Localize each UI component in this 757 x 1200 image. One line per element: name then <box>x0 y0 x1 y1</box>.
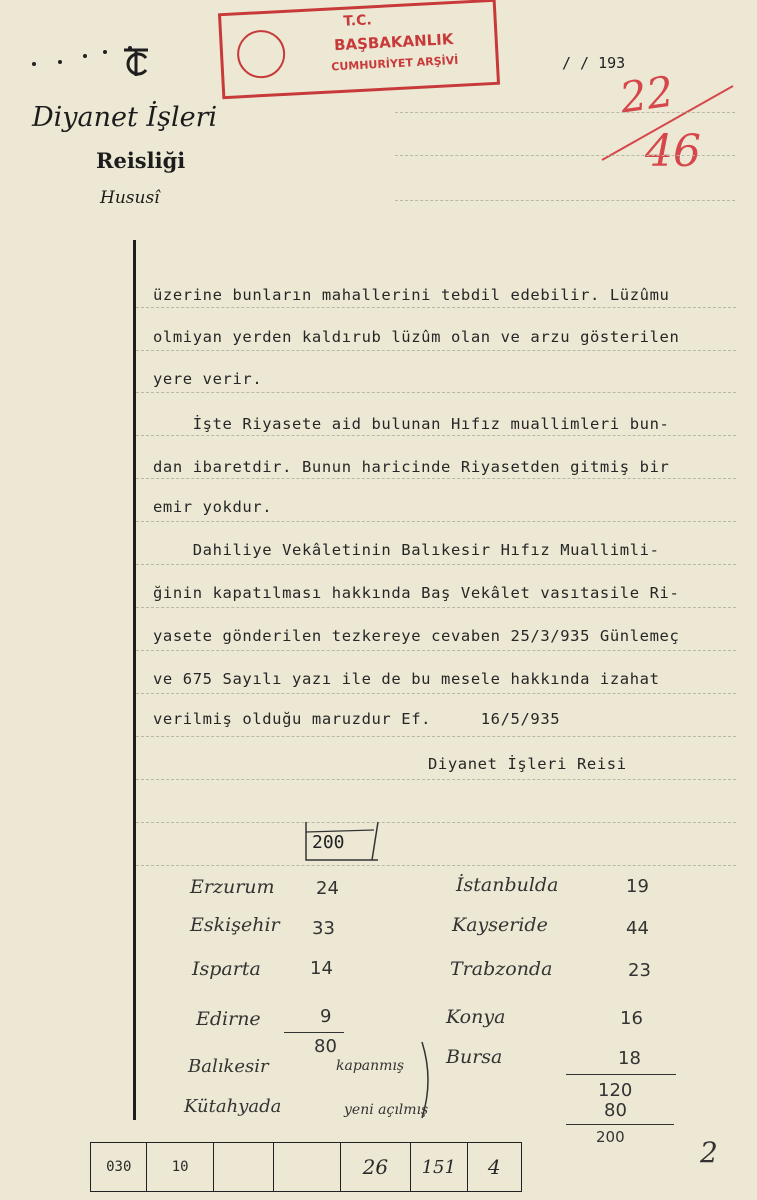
body-rule <box>136 650 736 651</box>
body-rule <box>136 736 736 737</box>
note-grand-total: 200 <box>596 1128 625 1146</box>
red-mark-bottom: 46 <box>645 126 701 177</box>
table-cell: 10 <box>147 1143 213 1191</box>
body-line: verilmiş olduğu maruzdur Ef. 16/5/935 <box>153 710 561 728</box>
body-line: İşte Riyasete aid bulunan Hıfız muallimleri bun- <box>153 415 670 433</box>
date-placeholder: / / 193 <box>562 54 626 72</box>
body-rule <box>136 521 736 522</box>
note-count: 23 <box>628 960 651 981</box>
note-kutahyada: Kütahyada <box>184 1096 282 1117</box>
body-rule <box>136 307 736 308</box>
body-line: emir yokdur. <box>153 498 273 516</box>
note-city: Trabzonda <box>450 958 553 980</box>
table-cell: 4 <box>487 1155 501 1179</box>
page-number: 2 <box>700 1136 718 1169</box>
red-mark-top: 22 <box>616 66 677 123</box>
body-rule <box>136 350 736 351</box>
note-city: Bursa <box>446 1046 503 1068</box>
stamp-line2: BAŞBAKANLIK <box>333 30 454 55</box>
note-city: Konya <box>446 1006 506 1028</box>
body-rule <box>136 779 736 780</box>
table-cell <box>274 1143 340 1191</box>
archive-reference-table <box>90 1142 522 1192</box>
note-balikesir: Balıkesir <box>188 1056 269 1077</box>
note-count: 19 <box>626 876 649 897</box>
stamp-line3: CUMHURİYET ARŞİVİ <box>331 53 459 74</box>
boxed-total <box>300 820 380 864</box>
note-count: 44 <box>626 918 649 939</box>
table-cell <box>214 1143 274 1191</box>
header-rule <box>395 112 735 113</box>
note-city: Kayseride <box>452 914 548 936</box>
note-count: 18 <box>618 1048 641 1069</box>
body-rule <box>136 478 736 479</box>
boxed-total-value: 200 <box>312 832 345 853</box>
org-name-line1: Diyanet İşleri <box>32 102 218 133</box>
body-line: üzerine bunların mahallerini tebdil edebilir. Lüzûmu <box>153 286 670 304</box>
note-count: 14 <box>310 958 333 979</box>
note-underline <box>284 1032 344 1033</box>
note-city: İstanbulda <box>456 874 559 896</box>
table-cell: 26 <box>341 1143 411 1191</box>
crescent-logo-icon <box>118 44 154 80</box>
note-count: 16 <box>620 1008 643 1029</box>
note-count: 33 <box>312 918 335 939</box>
body-line: Dahiliye Vekâletinin Balıkesir Hıfız Muallimli- <box>153 541 660 559</box>
org-name-line2: Reisliği <box>96 148 186 173</box>
body-line: ğinin kapatılması hakkında Baş Vekâlet vasıtasile Ri- <box>153 584 680 602</box>
stamp-line1: T.C. <box>342 12 373 30</box>
signature: Diyanet İşleri Reisi <box>428 755 627 773</box>
archive-stamp <box>218 0 500 99</box>
note-subtotal: 120 <box>598 1080 633 1101</box>
body-line: yasete gönderilen tezkereye cevaben 25/3/935 Günlemeç <box>153 627 680 645</box>
body-line: ve 675 Sayılı yazı ile de bu mesele hakkında izahat <box>153 670 660 688</box>
body-rule <box>136 564 736 565</box>
note-yeni-acilmis: yeni açılmış <box>344 1102 429 1118</box>
body-line: yere verir. <box>153 370 263 388</box>
note-city: Isparta <box>192 958 261 980</box>
note-city: Eskişehir <box>190 914 280 936</box>
note-city: Edirne <box>196 1008 261 1030</box>
note-underline <box>566 1074 676 1075</box>
table-cell: 030 <box>91 1143 147 1191</box>
body-rule <box>136 435 736 436</box>
stamp-emblem-icon <box>236 29 286 79</box>
header-rule <box>395 155 735 156</box>
org-name-line3: Hususî <box>100 188 160 208</box>
body-rule <box>136 865 736 866</box>
note-kapanmis: kapanmış <box>336 1058 405 1074</box>
margin-bar <box>133 240 136 1120</box>
note-underline <box>566 1124 674 1125</box>
note-count: 9 <box>320 1006 332 1027</box>
red-stroke <box>598 80 738 170</box>
note-city: Erzurum <box>190 876 275 898</box>
note-count: 24 <box>316 878 339 899</box>
body-line: olmiyan yerden kaldırub lüzûm olan ve arzu gösterilen <box>153 328 680 346</box>
body-rule <box>136 392 736 393</box>
body-rule <box>136 607 736 608</box>
body-rule <box>136 822 736 823</box>
header-rule <box>395 200 735 201</box>
note-add: 80 <box>604 1100 627 1121</box>
note-subtotal: 80 <box>314 1036 337 1057</box>
body-rule <box>136 693 736 694</box>
table-cell: 151 <box>411 1143 467 1191</box>
body-line: dan ibaretdir. Bunun haricinde Riyasetden gitmiş bir <box>153 458 670 476</box>
